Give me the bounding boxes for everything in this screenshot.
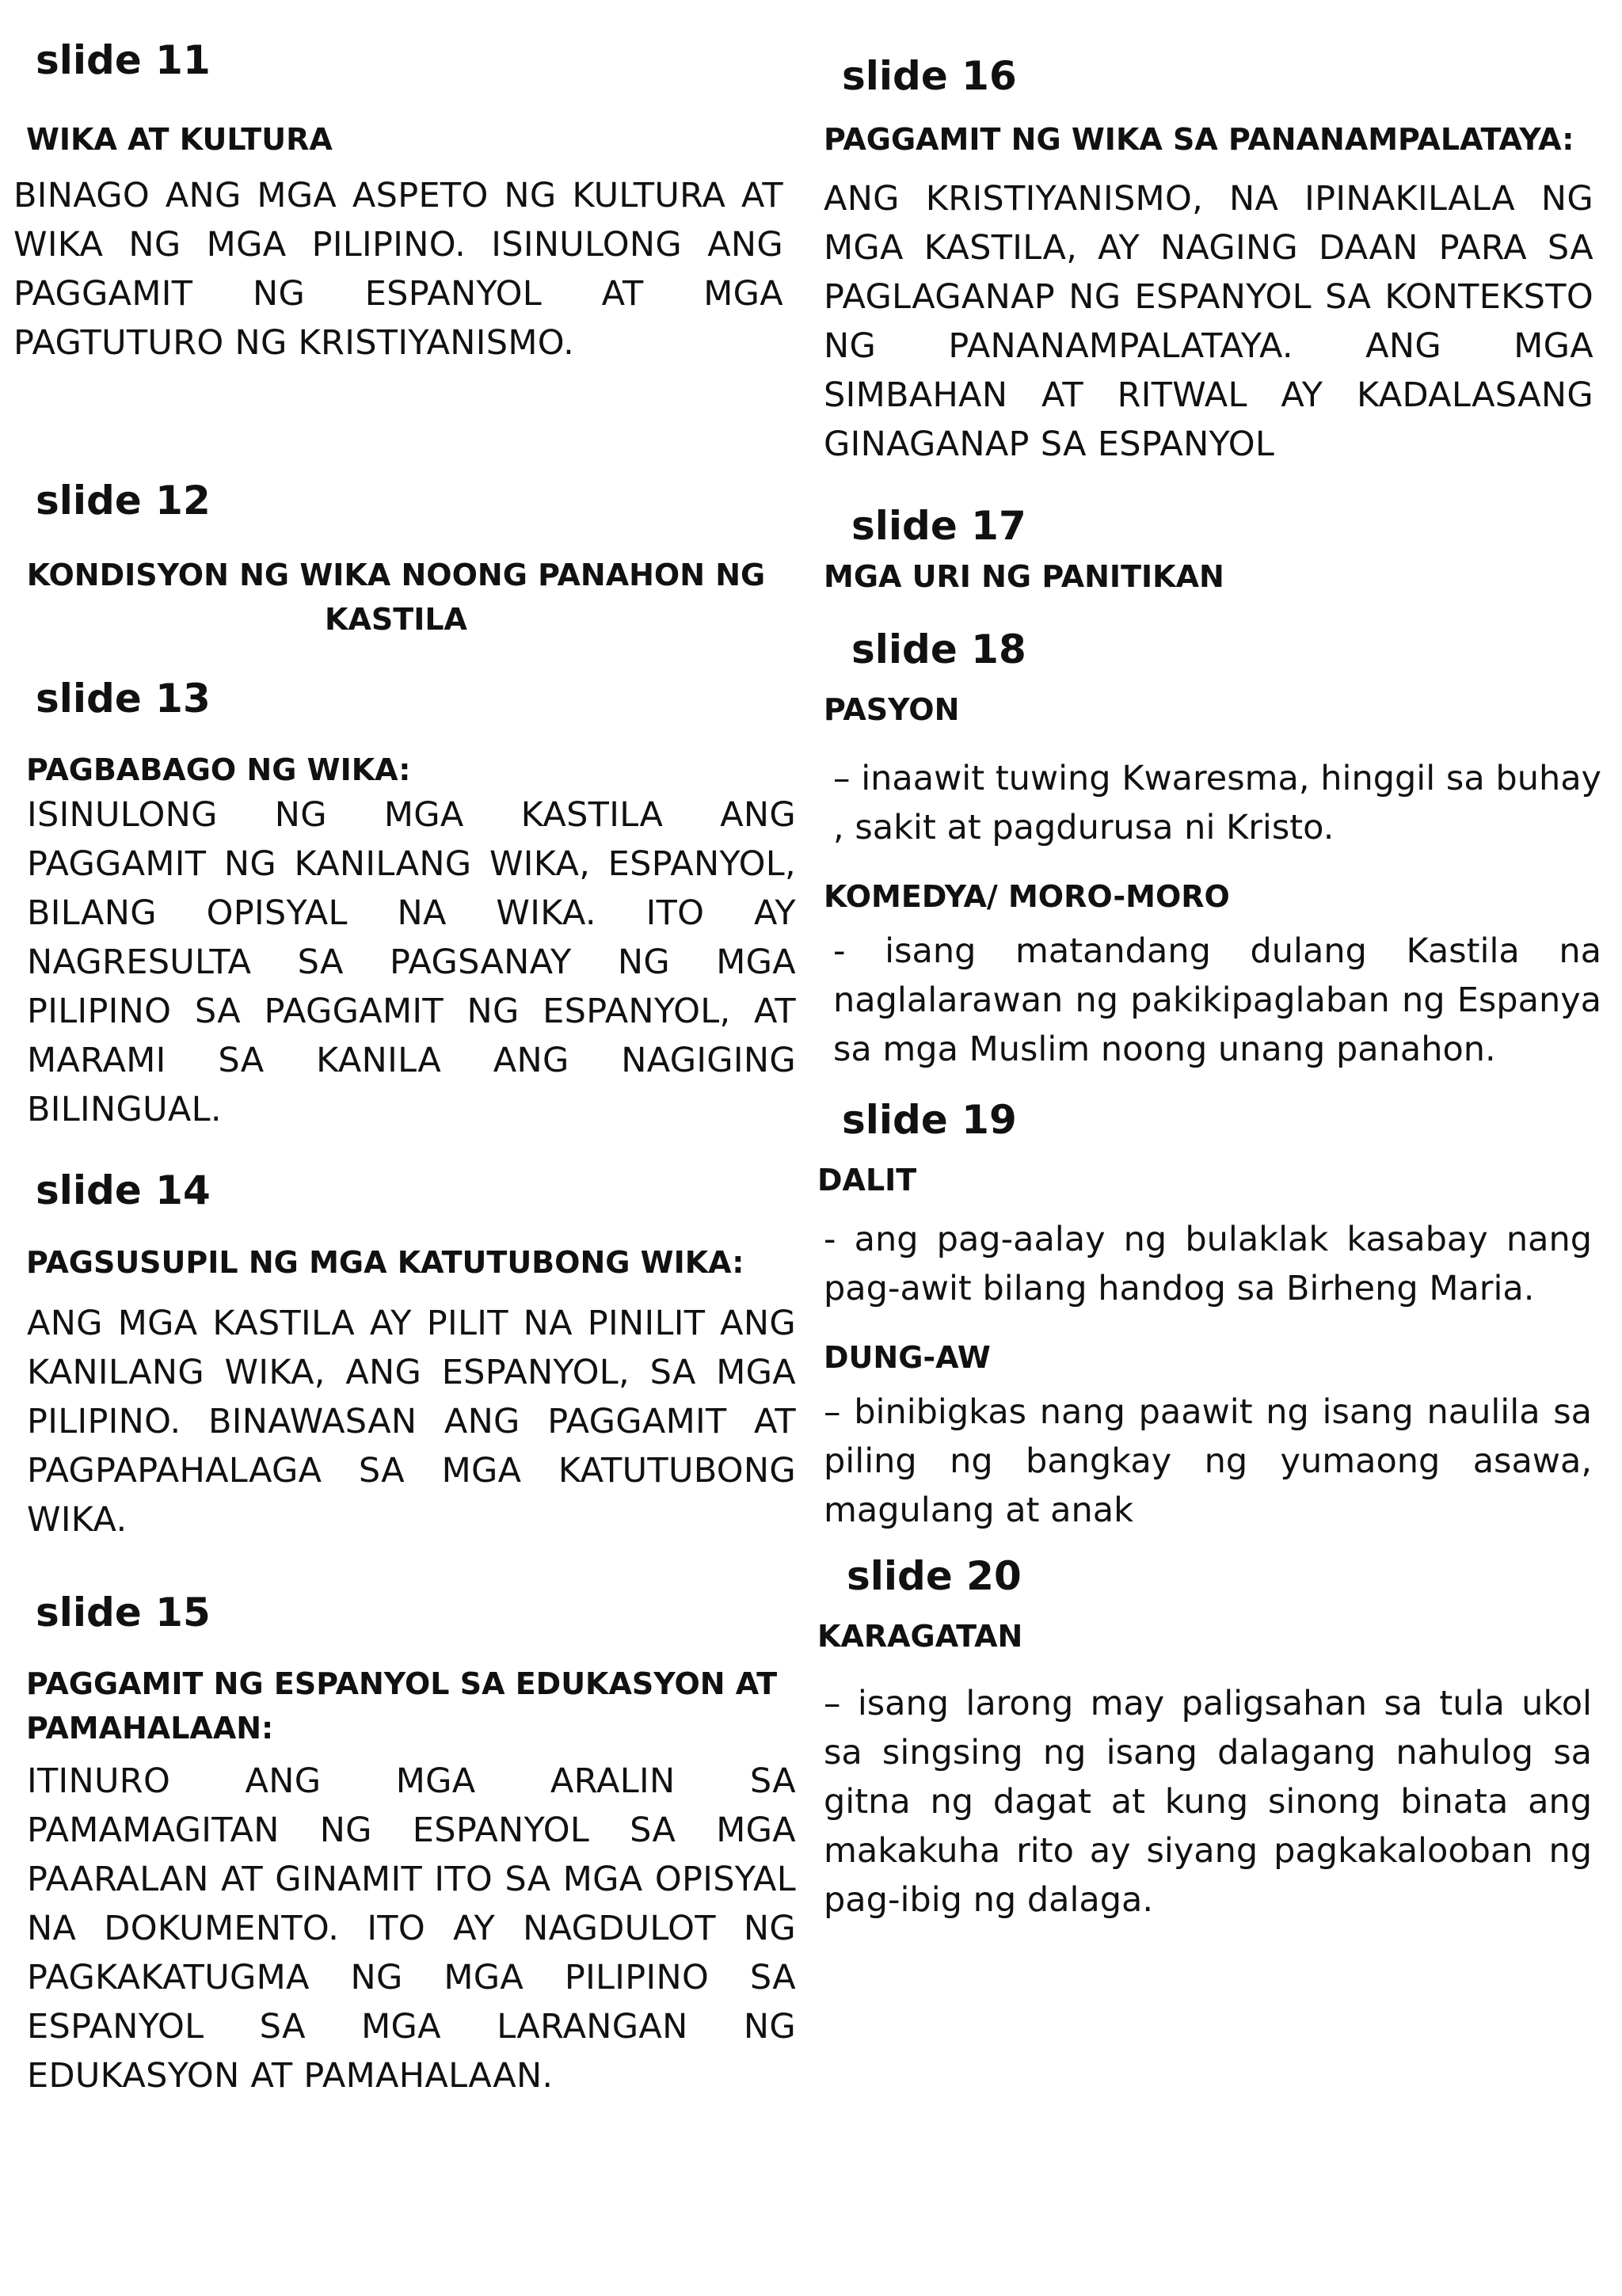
- slide-12-label: slide 12: [36, 478, 211, 524]
- slide-13-body: ISINULONG NG MGA KASTILA ANG PAGGAMIT NG KANILANG WIKA, ESPANYOL, BILANG OPISYAL NA WIKA. ITO AY NAGRESULTA SA PAGSANAY NG MGA PILIPINO SA PAGGAMIT NG ESPANYOL, AT MARAMI SA KANILA ANG NAGIGING BILINGUAL.: [27, 795, 796, 1129]
- slide-13-label: slide 13: [36, 676, 211, 722]
- slide-18-body-pasyon: – inaawit tuwing Kwaresma, hinggil sa buhay , sakit at pagdurusa ni Kristo.: [833, 759, 1601, 847]
- slide-18-heading-komedya: KOMEDYA/ MORO-MORO: [824, 879, 1230, 914]
- slide-17-label: slide 17: [851, 503, 1026, 549]
- slide-13-heading: PAGBABAGO NG WIKA:: [26, 752, 411, 787]
- slide-12-heading: KONDISYON NG WIKA NOONG PANAHON NG KASTILA: [26, 558, 766, 637]
- slide-14-body: ANG MGA KASTILA AY PILIT NA PINILIT ANG KANILANG WIKA, ANG ESPANYOL, SA MGA PILIPINO. BINAWASAN ANG PAGGAMIT AT PAGPAPAHALAGA SA MGA KATUTUBONG WIKA.: [27, 1304, 796, 1540]
- slide-17-heading: MGA URI NG PANITIKAN: [824, 559, 1224, 594]
- slide-15-heading: PAGGAMIT NG ESPANYOL SA EDUKASYON AT PAMAHALAAN:: [26, 1666, 778, 1746]
- slide-14-label: slide 14: [36, 1167, 211, 1213]
- slide-19-body-dalit: - ang pag-aalay ng bulaklak kasabay nang pag-awit bilang handog sa Birheng Maria.: [824, 1220, 1592, 1308]
- slide-18-body-komedya: - isang matandang dulang Kastila na naglalarawan ng pakikipaglaban ng Espanya sa mga Muslim noong unang panahon.: [833, 931, 1601, 1069]
- slide-18-heading-pasyon: PASYON: [824, 692, 960, 727]
- slide-15-body: ITINURO ANG MGA ARALIN SA PAMAMAGITAN NG ESPANYOL SA MGA PAARALAN AT GINAMIT ITO SA MGA OPISYAL NA DOKUMENTO. ITO AY NAGDULOT NG PAGKAKATUGMA NG MGA PILIPINO SA ESPANYOL SA MGA LARANGAN NG EDUKASYON AT PAMAHALAAN.: [27, 1761, 796, 2096]
- slide-19-heading-dalit: DALIT: [817, 1163, 917, 1197]
- slide-11-body: BINAGO ANG MGA ASPETO NG KULTURA AT WIKA NG MGA PILIPINO. ISINULONG ANG PAGGAMIT NG ESPANYOL AT MGA PAGTUTURO NG KRISTIYANISMO.: [13, 176, 783, 363]
- slide-20-heading-karagatan: KARAGATAN: [817, 1619, 1023, 1654]
- slide-11-heading: WIKA AT KULTURA: [26, 122, 333, 157]
- slide-14-heading: PAGSUSUPIL NG MGA KATUTUBONG WIKA:: [26, 1245, 744, 1280]
- slide-19-label: slide 19: [842, 1097, 1017, 1143]
- slide-16-body: ANG KRISTIYANISMO, NA IPINAKILALA NG MGA KASTILA, AY NAGING DAAN PARA SA PAGLAGANAP NG ESPANYOL SA KONTEKSTO NG PANANAMPALATAYA. ANG MGA SIMBAHAN AT RITWAL AY KADALASANG GINAGANAP SA ESPANYOL: [824, 179, 1593, 464]
- slide-19-body-dungaw: – binibigkas nang paawit ng isang naulila sa piling ng bangkay ng yumaong asawa, magulang at anak: [824, 1392, 1592, 1530]
- slide-19-heading-dungaw: DUNG-AW: [824, 1340, 991, 1375]
- slide-20-body-karagatan: – isang larong may paligsahan sa tula ukol sa singsing ng isang dalagang nahulog sa gitna ng dagat at kung sinong binata ang makakuha rito ay siyang pagkakalooban ng pag-ibig ng dalaga.: [824, 1684, 1592, 1920]
- slide-16-label: slide 16: [842, 53, 1017, 99]
- slide-15-label: slide 15: [36, 1590, 211, 1635]
- slide-18-label: slide 18: [851, 626, 1026, 672]
- slide-11-label: slide 11: [36, 37, 211, 83]
- slide-20-label: slide 20: [847, 1553, 1022, 1599]
- slide-16-heading: PAGGAMIT NG WIKA SA PANANAMPALATAYA:: [824, 122, 1574, 157]
